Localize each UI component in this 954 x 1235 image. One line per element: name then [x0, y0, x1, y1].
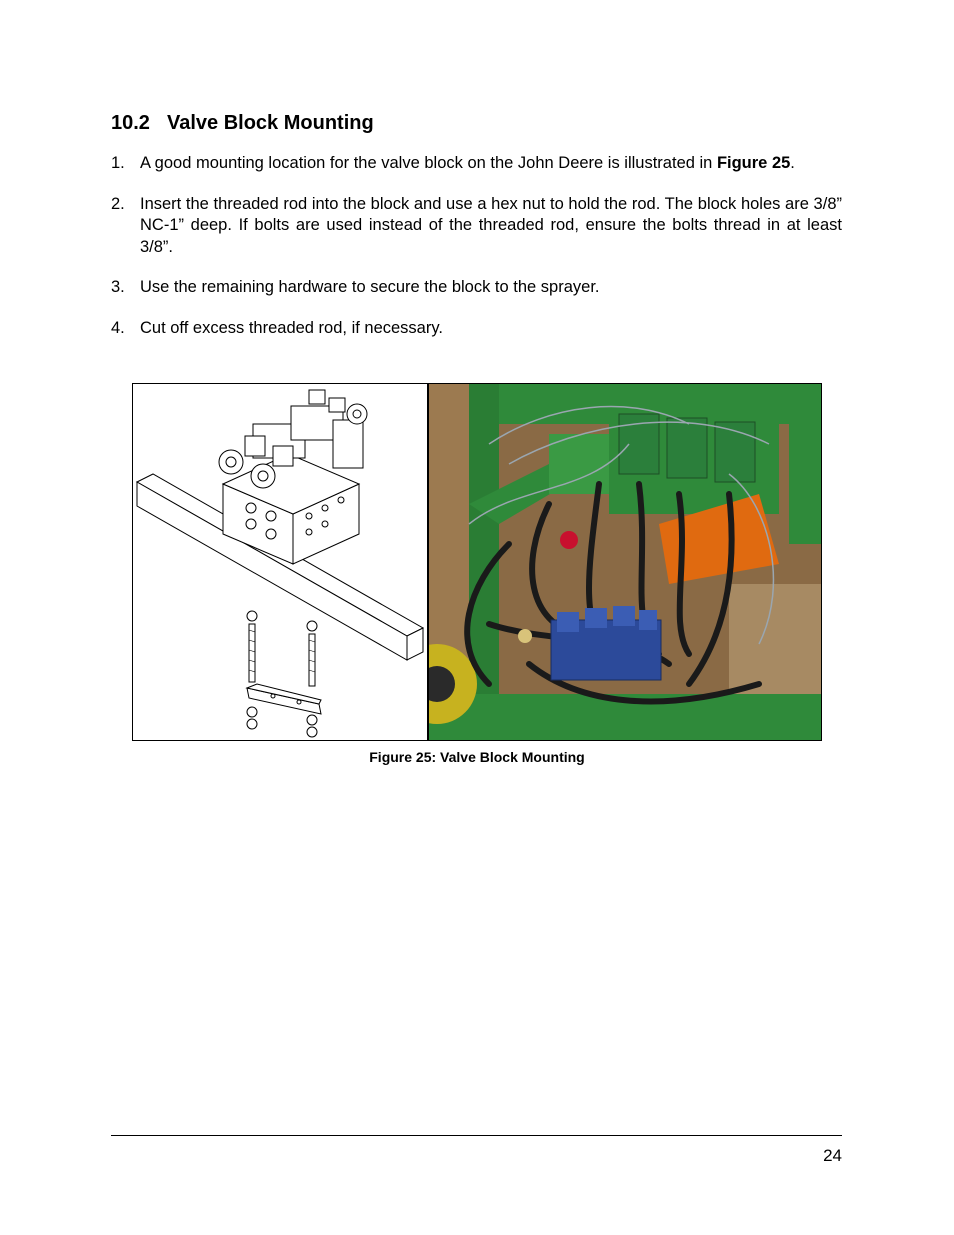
list-item	[111, 194, 842, 259]
section-number: 10.2	[111, 112, 150, 134]
list-item	[111, 153, 842, 175]
step-text: Use the remaining hardware to secure the block to the sprayer.	[140, 278, 600, 296]
footer-divider	[111, 1135, 842, 1136]
step-number: 2.	[111, 194, 125, 213]
page-number: 24	[823, 1146, 842, 1165]
sprayer-photo	[428, 383, 822, 741]
figure-caption: Figure 25: Valve Block Mounting	[369, 749, 585, 765]
section-heading	[111, 110, 374, 136]
section-title: Valve Block Mounting	[167, 112, 374, 134]
valve-block-diagram	[132, 383, 428, 741]
sprayer-photo-illustration	[429, 384, 822, 741]
list-item	[111, 318, 842, 340]
figure-reference: Figure 25	[716, 154, 791, 172]
step-number: 4.	[111, 318, 125, 337]
figure-25	[132, 383, 822, 741]
list-item	[111, 277, 842, 299]
valve-block-drawing	[133, 384, 427, 740]
instruction-list	[111, 153, 842, 358]
step-text: Cut off excess threaded rod, if necessary.	[140, 318, 443, 337]
step-number: 3.	[111, 278, 125, 296]
step-text-end: .	[790, 154, 795, 172]
step-number: 1.	[111, 154, 125, 172]
step-text: Insert the threaded rod into the block and use a hex nut to hold the rod. The block holes are 3/8” NC-1” deep. If bolts are used instead of the threaded rod, ensure the bolts thread in at least 3/8”.	[140, 194, 842, 256]
step-text: A good mounting location for the valve block on the John Deere is illustrated in	[140, 154, 717, 172]
